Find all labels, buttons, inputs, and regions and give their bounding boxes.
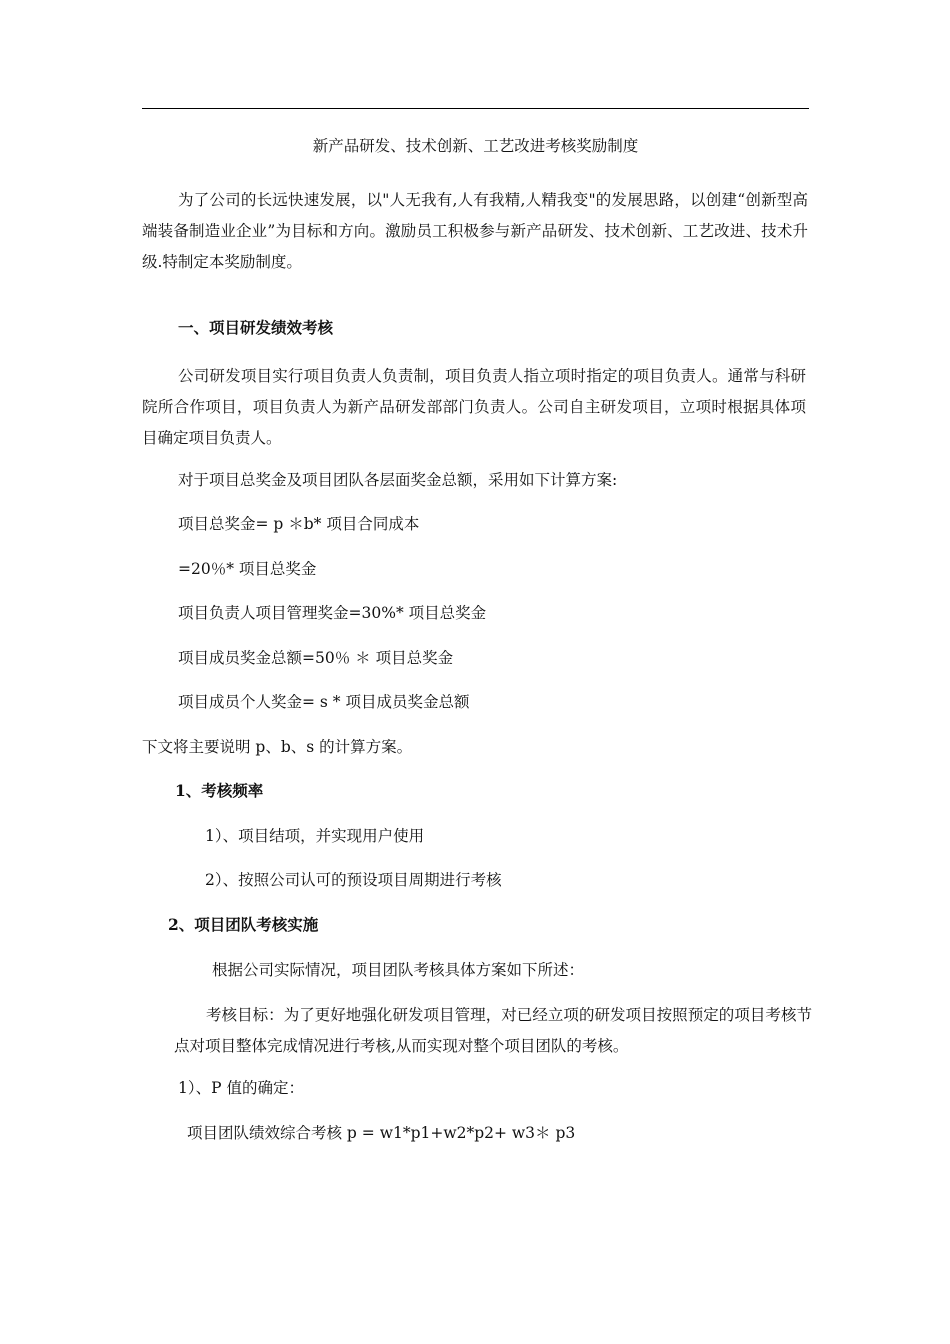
sub2-goal: 考核目标：为了更好地强化研发项目管理，对已经立项的研发项目按照预定的项目考核节点对项目整体完成情况进行考核,从而实现对整个项目团队的考核。 bbox=[174, 1006, 812, 1055]
sub1-heading: 1、考核频率 bbox=[175, 781, 264, 800]
sub2-heading: 2、项目团队考核实施 bbox=[168, 915, 319, 934]
formula-member-individual: 项目成员个人奖金= s * 项目成员奖金总额 bbox=[178, 693, 470, 711]
section1-heading: 一、项目研发绩效考核 bbox=[178, 318, 334, 337]
sub1-item-2: 2）、按照公司认可的预设项目周期进行考核 bbox=[205, 871, 502, 889]
formula-total-bonus: 项目总奖金= p ＊b* 项目合同成本 bbox=[178, 515, 420, 533]
header-rule bbox=[142, 108, 809, 109]
calc-intro: 对于项目总奖金及项目团队各层面奖金总额，采用如下计算方案: bbox=[178, 471, 618, 489]
sub2-line1: 根据公司实际情况，项目团队考核具体方案如下所述： bbox=[212, 961, 585, 979]
p-value-formula: 项目团队绩效综合考核 p = w1*p1+w2*p2+ w3＊ p3 bbox=[187, 1124, 576, 1142]
formula-member-total: 项目成员奖金总额=50％ ＊ 项目总奖金 bbox=[178, 649, 454, 667]
calc-note: 下文将主要说明 p、b、s 的计算方案。 bbox=[142, 738, 413, 756]
sub1-item-1: 1）、项目结项，并实现用户使用 bbox=[205, 827, 425, 845]
formula-manager-bonus: 项目负责人项目管理奖金=30%* 项目总奖金 bbox=[178, 604, 487, 622]
intro-paragraph: 为了公司的长远快速发展，以"人无我有,人有我精,人精我变"的发展思路，以创建“创新型高端装备制造业企业”为目标和方向。激励员工积极参与新产品研发、技术创新、工艺改进、技术升级.特制定本奖励制度。 bbox=[142, 191, 808, 271]
p-value-heading: 1）、P 值的确定： bbox=[178, 1079, 304, 1097]
section1-paragraph: 公司研发项目实行项目负责人负责制，项目负责人指立项时指定的项目负责人。通常与科研院所合作项目，项目负责人为新产品研发部部门负责人。公司自主研发项目，立项时根据具体项目确定项目负责人。 bbox=[142, 367, 806, 447]
document-title: 新产品研发、技术创新、工艺改进考核奖励制度 bbox=[312, 137, 639, 155]
formula-20-percent: =20％* 项目总奖金 bbox=[178, 560, 317, 578]
